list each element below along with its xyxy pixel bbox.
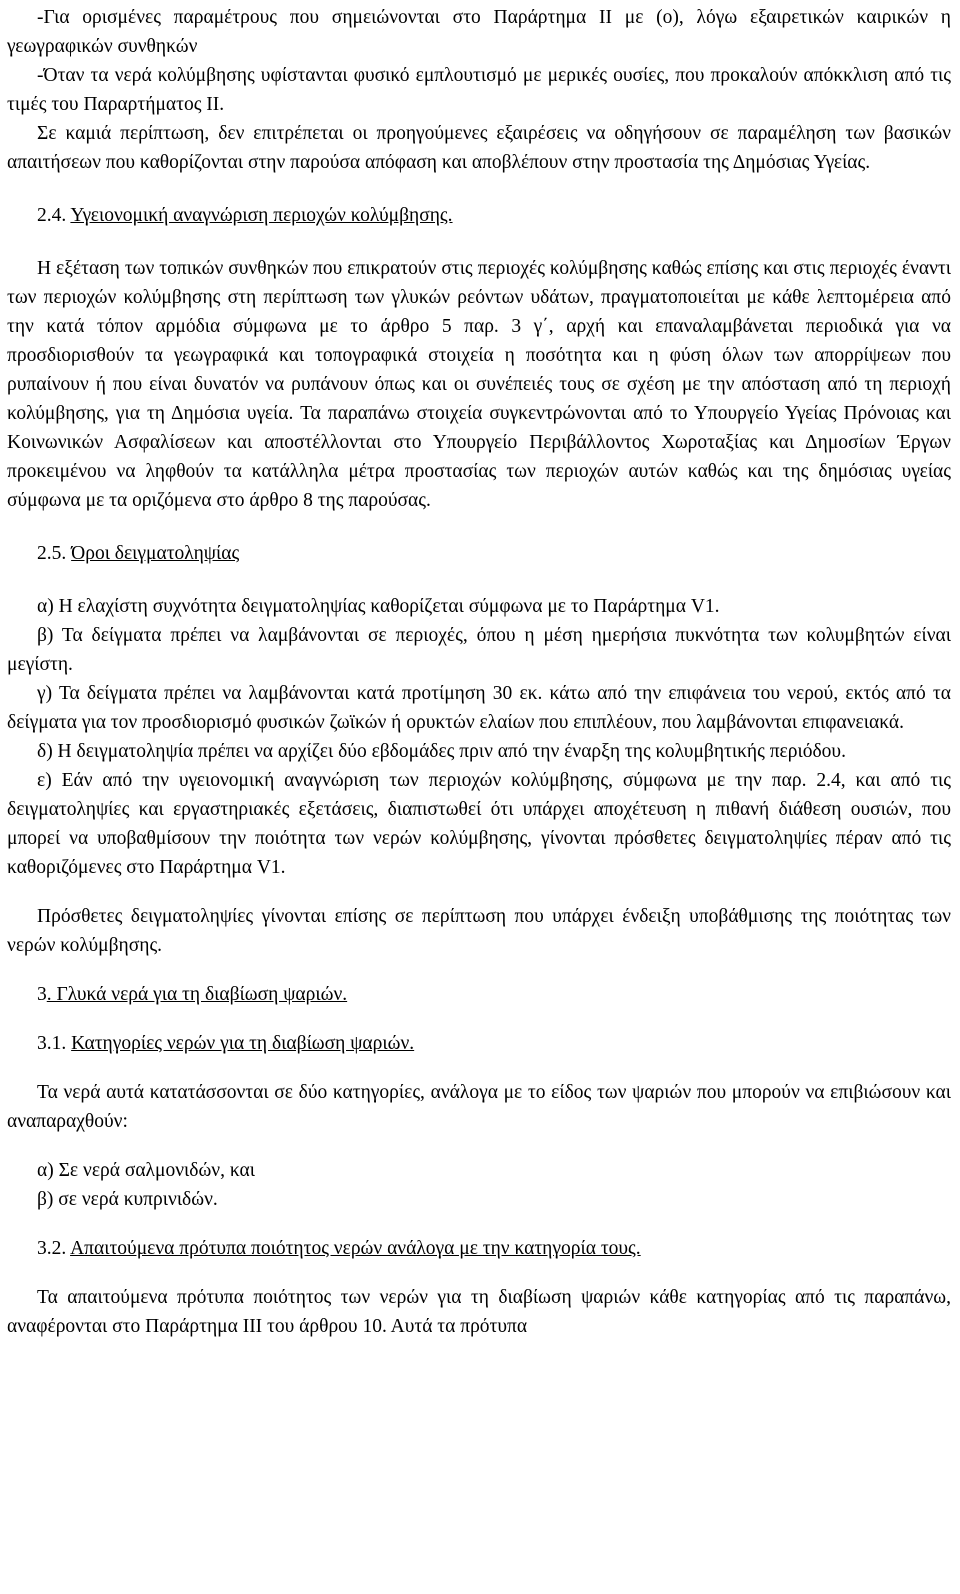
paragraph-exception-weather: -Για ορισμένες παραμέτρους που σημειώνονται στο Παράρτημα ΙΙ με (ο), λόγω εξαιρετικών καιρικών η γεωγραφικών συνθηκών (7, 7, 951, 57)
section-heading-2-4 (7, 201, 951, 230)
section-title: Υγειονομική αναγνώριση περιοχών κολύμβησης. (70, 205, 453, 226)
list-item: α) Σε νερά σαλμονιδών, και (37, 1160, 255, 1181)
list-item: β) σε νερά κυπρινιδών. (37, 1189, 218, 1210)
paragraph-additional-sampling: Πρόσθετες δειγματοληψίες γίνονται επίσης σε περίπτωση που υπάρχει ένδειξη υποβάθμισης της ποιότητας των νερών κολύμβησης. (7, 906, 951, 956)
list-item: δ) Η δειγματοληψία πρέπει να αρχίζει δύο εβδομάδες πριν από την έναρξη της κολυμβητικής περιόδου. (37, 741, 846, 762)
paragraph-local-conditions: Η εξέταση των τοπικών συνθηκών που επικρατούν στις περιοχές κολύμβησης καθώς επίσης και στις περιοχές έναντι των περιοχών κολύμβησης στη περίπτωση των γλυκών ρεόντων υδάτων, πραγματοποιείται με κάθε λεπτομέρεια από την κατά τόπον αρμόδια σύμφωνα με το άρθρο 5 παρ. 3 γ΄, αρχή και επαναλαμβάνεται περιοδικά για να προσδιορισθούν τα γεωγραφικά και τοπογραφικά στοιχεία η ποσότητα και η φύση όλων των απορρίψεων που ρυπαίνουν ή που είναι δυνατόν να ρυπάνουν όπως και οι συνέπειές τους σε σχέση με την απόσταση από τη περιοχή κολύμβησης, για τη Δημόσια υγεία. Τα παραπάνω στοιχεία συγκεντρώνονται από το Υπουργείο Υγείας Πρόνοιας και Κοινωνικών Ασφαλίσεων και αποστέλλονται στο Υπουργείο Περιβάλλοντος Χωροταξίας και Δημοσίων Έργων προκειμένου να ληφθούν τα κατάλληλα μέτρα προστασίας των περιοχών αυτών καθώς και της δημόσιας υγείας σύμφωνα με τα οριζόμενα στο άρθρο 8 της παρούσας. (7, 258, 951, 511)
list-item: α) Η ελαχίστη συχνότητα δειγματοληψίας καθορίζεται σύμφωνα με το Παράρτημα V1. (37, 596, 720, 617)
paragraph-water-categories: Τα νερά αυτά κατατάσσονται σε δύο κατηγορίες, ανάλογα με το είδος των ψαριών που μπορούν να επιβιώσουν και αναπαραχθούν: (7, 1082, 951, 1132)
list-item: β) Τα δείγματα πρέπει να λαμβάνονται σε περιοχές, όπου η μέση ημερήσια πυκνότητα των κολυμβητών είναι μεγίστη. (7, 625, 951, 675)
list-item: ε) Εάν από την υγειονομική αναγνώριση των περιοχών κολύμβησης, σύμφωνα με την παρ. 2.4, και από τις δειγματοληψίες και εργαστηριακές εξετάσεις, διαπιστωθεί ότι υπάρχει αποχέτευση η πιθανή διάθεση ουσιών, που μπορεί να υποβαθμίσουν την ποιότητα των νερών κολύμβησης, γίνονται πρόσθετες δειγματοληψίες πέραν από τις καθοριζόμενες στο Παράρτημα V1. (7, 770, 951, 878)
section-title: . Γλυκά νερά για τη διαβίωση ψαριών. (46, 984, 348, 1005)
section-title: Απαιτούμενα πρότυπα ποιότητος νερών ανάλογα με την κατηγορία τους. (70, 1238, 641, 1259)
sampling-list (7, 592, 951, 882)
section-number: 3.2. (37, 1238, 67, 1259)
paragraph-quality-standards: Τα απαιτούμενα πρότυπα ποιότητος των νερών για τη διαβίωση ψαριών κάθε κατηγορίας από τις παραπάνω, αναφέρονται στο Παράρτημα ΙΙΙ του άρθρου 10. Αυτά τα πρότυπα (7, 1287, 951, 1337)
section-heading-3-2 (7, 1234, 951, 1263)
section-number: 3 (37, 984, 47, 1005)
section-number: 3.1. (37, 1033, 67, 1054)
section-heading-2-5 (7, 539, 951, 568)
section-title: Κατηγορίες νερών για τη διαβίωση ψαριών. (71, 1033, 415, 1054)
section-heading-3 (7, 980, 951, 1009)
paragraph-no-neglect: Σε καμιά περίπτωση, δεν επιτρέπεται οι προηγούμενες εξαιρέσεις να οδηγήσουν σε παραμέληση των βασικών απαιτήσεων που καθορίζονται στην παρούσα απόφαση και αποβλέπουν στην προστασία της Δημόσιας Υγείας. (7, 123, 951, 173)
section-number: 2.5. (37, 543, 67, 564)
document-page (7, 3, 951, 1341)
section-title: Όροι δειγματοληψίας (71, 543, 240, 564)
section-heading-3-1 (7, 1029, 951, 1058)
list-item: γ) Τα δείγματα πρέπει να λαμβάνονται κατά προτίμηση 30 εκ. κάτω από την επιφάνεια του νερού, εκτός από τα δείγματα για τον προσδιορισμό φυσικών ζωϊκών ή ορυκτών ελαίων που επιπλέουν, που λαμβάνονται επιφανειακά. (7, 683, 951, 733)
paragraph-exception-enrichment: -Όταν τα νερά κολύμβησης υφίστανται φυσικό εμπλουτισμό με μερικές ουσίες, που προκαλούν απόκκλιση από τις τιμές του Παραρτήματος ΙΙ. (7, 65, 951, 115)
fish-category-list (7, 1156, 951, 1214)
section-number: 2.4. (37, 205, 67, 226)
